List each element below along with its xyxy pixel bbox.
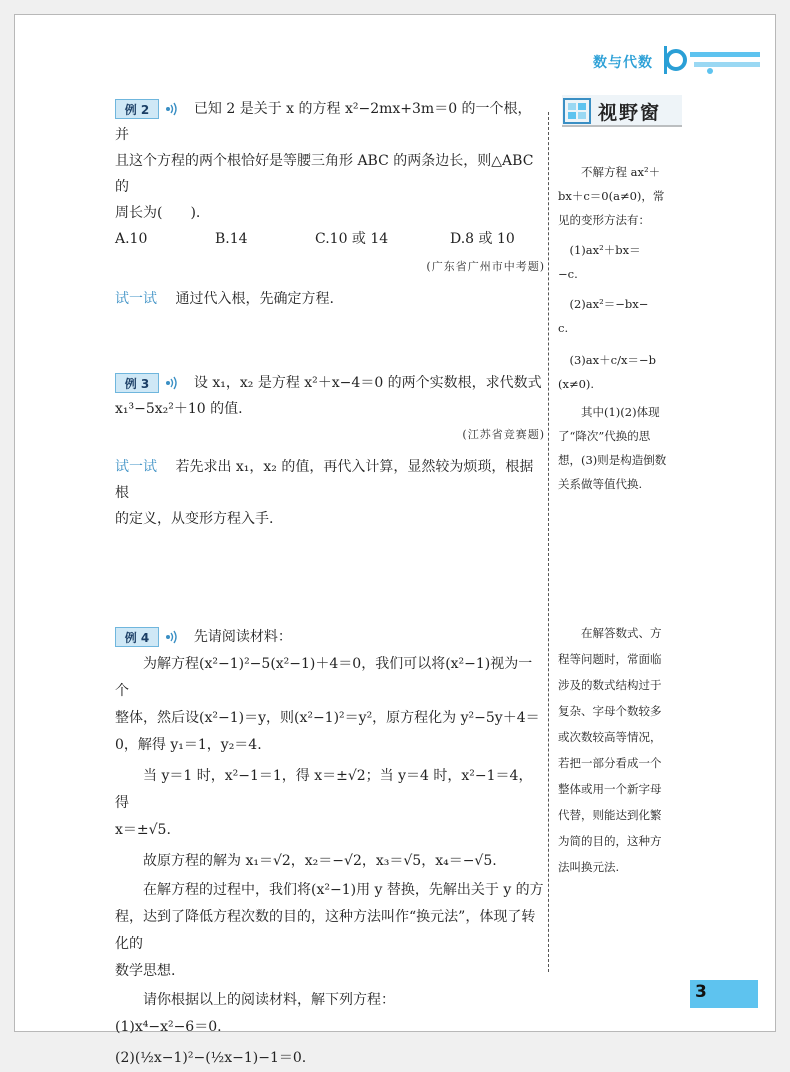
option-c: C.10 或 14 (315, 231, 389, 247)
sidebar-line: 代替，则能达到化繁 (558, 808, 662, 822)
example-2 (115, 96, 545, 312)
sidebar-line: (3)ax＋c/x＝−b (569, 353, 656, 367)
example-4-intro: 先请阅读材料： (193, 629, 292, 645)
option-b: B.14 (215, 231, 248, 247)
sidebar-line: 见的变形方法有： (558, 213, 650, 227)
signal-icon (165, 376, 179, 390)
try-text-2: 的定义，从变形方程入手. (115, 511, 274, 527)
example-4-line: 当 y＝1 时，x²−1＝1，得 x＝±√2；当 y＝4 时，x²−1＝4，得 (115, 768, 533, 811)
sidebar-line: (2)ax²＝−bx− (569, 297, 649, 311)
example-3-source: (江苏省竞赛题) (462, 428, 545, 441)
example-2-line-1: 已知 2 是关于 x 的方程 x²−2mx+3m＝0 的一个根，并 (115, 101, 532, 143)
sidebar-line: 不解方程 ax²＋ (581, 165, 661, 179)
sidebar-box-2 (558, 620, 696, 880)
example-4-line: 故原方程的解为 x₁＝√2，x₂＝−√2，x₃＝√5，x₄＝−√5. (143, 853, 497, 869)
example-4-line: 为解方程(x²−1)²−5(x²−1)＋4＝0，我们可以将(x²−1)视为一个 (115, 656, 533, 699)
sidebar-line: 想，(3)则是构造倒数 (558, 453, 667, 467)
example-3-badge: 例 3 (115, 373, 159, 393)
column-divider (548, 112, 549, 972)
sidebar-line: 其中(1)(2)体现 (581, 405, 660, 419)
try-label: 试一试 (115, 459, 157, 475)
sidebar-line: 若把一部分看成一个 (558, 756, 662, 770)
sidebar-line: 在解答数式、方 (581, 626, 662, 640)
example-2-line-3: 周长为( ). (115, 205, 201, 221)
sidebar-line: bx＋c＝0(a≠0)，常 (558, 189, 665, 203)
example-3-line-1: 设 x₁，x₂ 是方程 x²＋x−4＝0 的两个实数根，求代数式 (193, 375, 542, 391)
sidebar-line: 了“降次”代换的思 (558, 429, 651, 443)
option-d: D.8 或 10 (450, 231, 515, 247)
sidebar-line: 或次数较高等情况， (558, 730, 662, 744)
signal-icon (165, 102, 179, 116)
example-4-line: (1)x⁴−x²−6＝0. (115, 1019, 222, 1035)
sidebar-title: 视野窗 (598, 102, 662, 124)
example-4-line: 在解方程的过程中，我们将(x²−1)用 y 替换，先解出关于 y 的方 (143, 882, 544, 898)
sidebar-line: (x≠0). (558, 377, 595, 391)
try-text-1: 若先求出 x₁，x₂ 的值，再代入计算，显然较为烦琐，根据根 (115, 459, 534, 501)
try-label: 试一试 (115, 291, 157, 307)
header-decoration-icon (664, 42, 764, 78)
example-3 (115, 370, 545, 532)
sidebar-line: 复杂、字母个数较多 (558, 704, 662, 718)
example-4-badge: 例 4 (115, 627, 159, 647)
sidebar-line: 程等问题时，常面临 (558, 652, 662, 666)
sidebar-line: 法叫换元法. (558, 860, 620, 874)
chapter-title: 数与代数 (593, 55, 653, 71)
example-4-line: 数学思想. (115, 963, 176, 979)
example-4-line: 请你根据以上的阅读材料，解下列方程： (143, 992, 395, 1008)
page-number: 3 (695, 982, 707, 1002)
example-4-line: 程，达到了降低方程次数的目的，这种方法叫作“换元法”，体现了转化的 (115, 909, 536, 952)
example-4-line: 整体，然后设(x²−1)＝y，则(x²−1)²＝y²，原方程化为 y²−5y＋4＝ (115, 710, 540, 726)
example-2-badge: 例 2 (115, 99, 159, 119)
example-4-line: x＝±√5. (115, 822, 171, 838)
example-4-line: 0，解得 y₁＝1，y₂＝4. (115, 737, 262, 753)
example-4-line: (2)(½x−1)²−(½x−1)−1＝0. (115, 1050, 307, 1066)
example-2-options (115, 226, 545, 252)
example-4 (115, 624, 545, 1072)
example-3-line-2: x₁³−5x₂²＋10 的值. (115, 401, 243, 417)
sidebar-line: 关系做等值代换. (558, 477, 643, 491)
sidebar-line: −c. (558, 267, 578, 281)
sidebar-box-1 (558, 160, 696, 496)
sidebar-line: 整体或用一个新字母 (558, 782, 662, 796)
sidebar-line: (1)ax²＋bx＝ (569, 243, 641, 257)
sidebar-line: 为简的目的，这种方 (558, 834, 662, 848)
sidebar-line: 涉及的数式结构过于 (558, 678, 662, 692)
example-2-line-2: 且这个方程的两个根恰好是等腰三角形 ABC 的两条边长，则△ABC 的 (115, 153, 534, 195)
signal-icon (165, 630, 179, 644)
try-text: 通过代入根，先确定方程. (175, 291, 334, 307)
example-2-source: (广东省广州市中考题) (426, 260, 545, 273)
option-a: A.10 (115, 231, 148, 247)
sidebar-line: c. (558, 321, 569, 335)
